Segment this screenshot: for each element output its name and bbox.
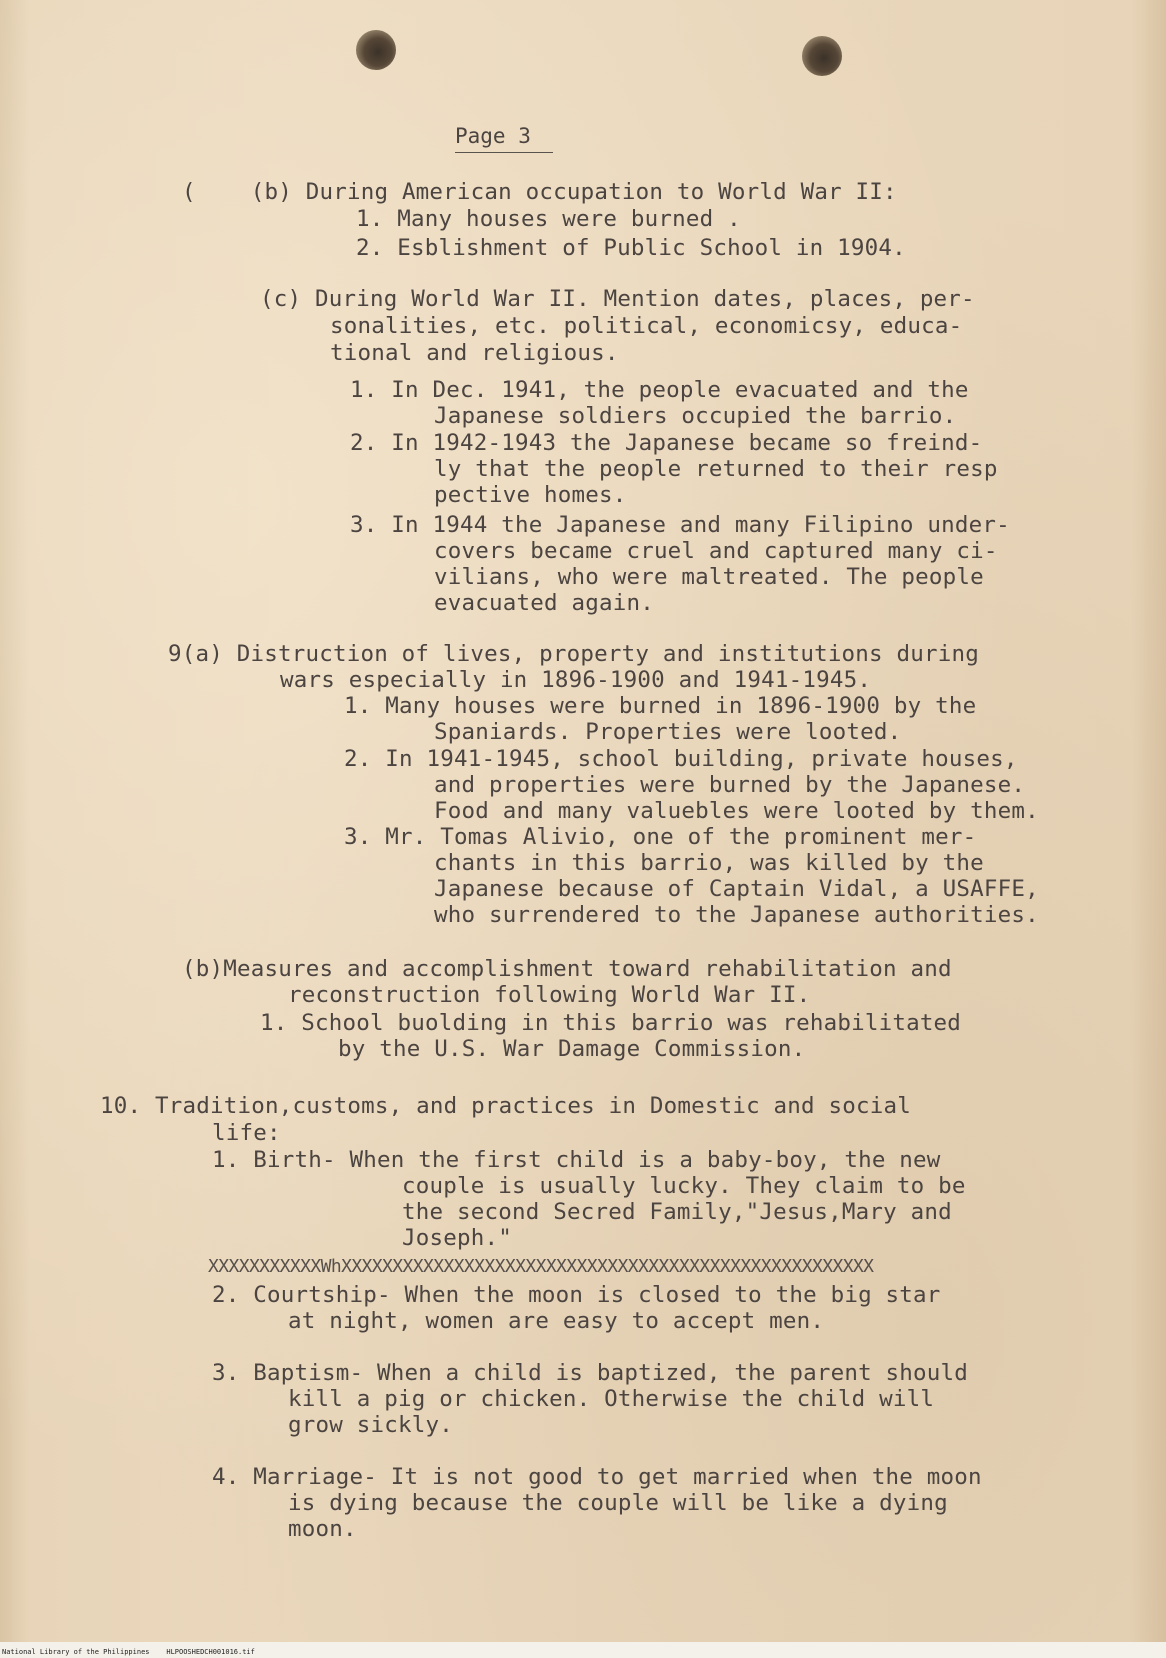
text-line: ly that the people returned to their resp [434,456,998,482]
text-line: 2. Courtship- When the moon is closed to the big star [212,1282,941,1308]
text-line: Japanese soldiers occupied the barrio. [434,403,957,429]
text-line: 9(a) Distruction of lives, property and institutions during [168,641,980,667]
text-line: 2. In 1941-1945, school building, private houses, [344,746,1018,772]
scan-footer: National Library of the Philippines HLPOOSHEDCH001016.tif [2,1648,255,1656]
text-line: grow sickly. [288,1412,453,1438]
punch-hole [356,30,396,70]
text-line: 3. In 1944 the Japanese and many Filipino under- [350,512,1010,538]
text-line: Joseph." [402,1225,512,1251]
text-line: is dying because the couple will be like a dying [288,1490,948,1516]
text-line: sonalities, etc. political, economicsy, educa- [330,313,963,339]
text-line: 1. Many houses were burned in 1896-1900 by the [344,693,977,719]
text-line: and properties were burned by the Japanese. [434,772,1026,798]
text-line: who surrendered to the Japanese authorities. [434,902,1039,928]
text-line: vilians, who were maltreated. The people [434,564,984,590]
text-line: 4. Marriage- It is not good to get married when the moon [212,1464,982,1490]
text-line: Japanese because of Captain Vidal, a USAFFE, [434,876,1039,902]
text-line: 1. In Dec. 1941, the people evacuated and the [350,377,969,403]
text-line: kill a pig or chicken. Otherwise the child will [288,1386,935,1412]
text-line: 1. School buolding in this barrio was rehabilitated [260,1010,962,1036]
text-line: 2. Esblishment of Public School in 1904. [356,235,906,261]
text-line: ( (b) During American occupation to World War II: [182,179,897,205]
text-line: at night, women are easy to accept men. [288,1308,825,1334]
text-line: 1. Birth- When the first child is a baby-boy, the new [212,1147,941,1173]
text-line: by the U.S. War Damage Commission. [338,1036,806,1062]
text-line: life: [212,1120,281,1146]
text-line: 2. In 1942-1943 the Japanese became so freind- [350,430,983,456]
text-line: (c) During World War II. Mention dates, places, per- [260,286,975,312]
struck-out-line: XXXXXXXXXXXWhXXXXXXXXXXXXXXXXXXXXXXXXXXXXXXXXXXXXXXXXXXXXXXXXXXXX [208,1256,874,1277]
text-line: 1. Many houses were burned . [356,206,741,232]
text-line: 10. Tradition,customs, and practices in Domestic and social [100,1093,912,1119]
text-line: pective homes. [434,482,627,508]
text-line: reconstruction following World War II. [288,982,811,1008]
text-line: couple is usually lucky. They claim to be [402,1173,966,1199]
text-line: 3. Mr. Tomas Alivio, one of the prominent mer- [344,824,977,850]
text-line: tional and religious. [330,340,619,366]
text-line: 3. Baptism- When a child is baptized, the parent should [212,1360,969,1386]
text-line: Food and many valuebles were looted by them. [434,798,1039,824]
text-line: the second Secred Family,"Jesus,Mary and [402,1199,952,1225]
text-line: moon. [288,1516,357,1542]
text-line: evacuated again. [434,590,654,616]
text-line: Spaniards. Properties were looted. [434,719,902,745]
page-heading: Page 3 [455,124,553,153]
text-line: wars especially in 1896-1900 and 1941-1945. [280,667,872,693]
text-line: covers became cruel and captured many ci- [434,538,998,564]
punch-hole [802,36,842,76]
text-line: chants in this barrio, was killed by the [434,850,984,876]
text-line: (b)Measures and accomplishment toward rehabilitation and [182,956,952,982]
